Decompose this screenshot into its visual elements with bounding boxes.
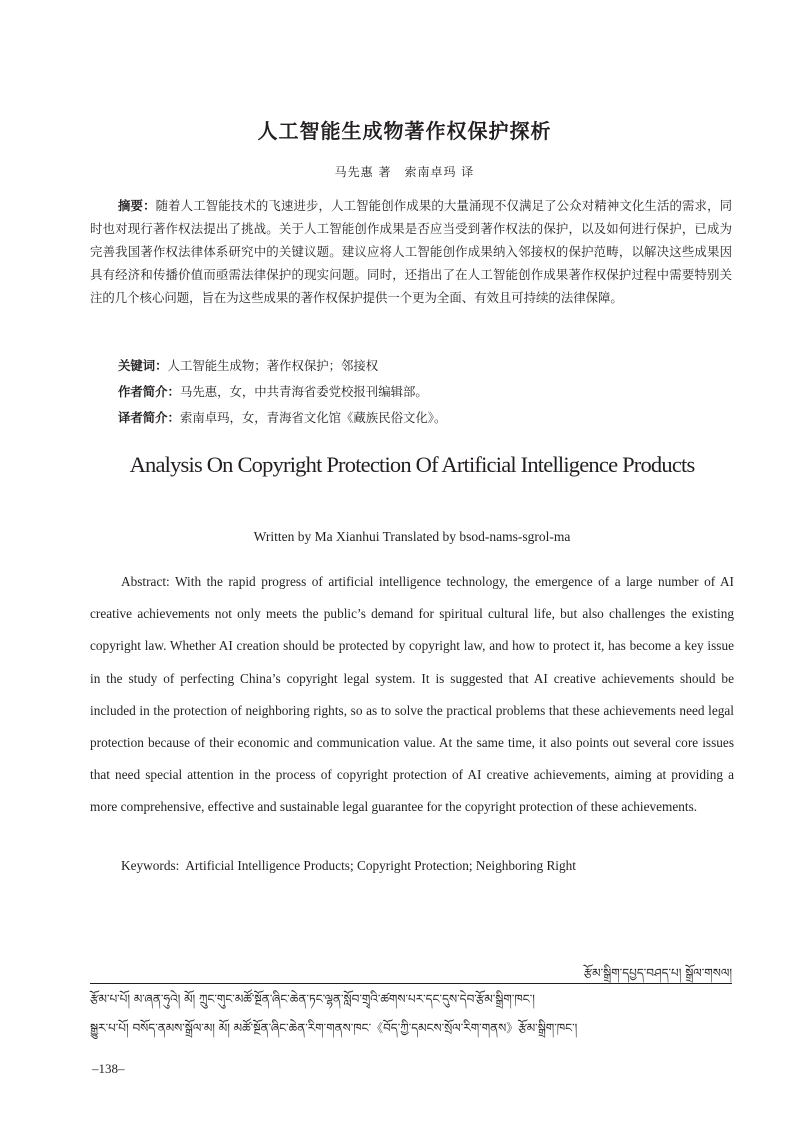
- translator-intro: [118, 408, 446, 428]
- chinese-abstract: [90, 194, 732, 309]
- chinese-keywords-label: 关键词：: [118, 358, 168, 373]
- chinese-abstract-label: 摘要：: [118, 198, 156, 213]
- chinese-keywords-text: 人工智能生成物；著作权保护；邻接权: [167, 358, 379, 373]
- chinese-abstract-text: 随着人工智能技术的飞速进步，人工智能创作成果的大量涌现不仅满足了公众对精神文化生活的需求，同时也对现行著作权法提出了挑战。关于人工智能创作成果是否应当受到著作权法的保护，以及如何进行保护，已成为完善我国著作权法律体系研究中的关键议题。建议应将人工智能创作成果纳入邻接权的保护范畴，以解决这些成果因具有经济和传播价值而亟需法律保护的现实问题。同时，还指出了在人工智能创作成果著作权保护过程中需要特别关注的几个核心问题，旨在为这些成果的著作权保护提供一个更为全面、有效且可持续的法律保障。: [90, 198, 733, 305]
- footer-divider: [90, 983, 732, 984]
- tibetan-author-line: རྩོམ་པ་པོ། མ་ཞན་ཧུའེ། མོ། ཀྲུང་གུང་མཚོ་སྔོན་ཞིང་ཆེན་ཏང་ལྷན་སློབ་གྲྭའི་ཚགས་པར་དང་དུས་དེབ་རྩོམ་སྒྲིག་ཁང་།: [90, 992, 535, 1006]
- chinese-keywords: [118, 356, 378, 376]
- tibetan-translator-line: སྒྱུར་པ་པོ། བསོད་ནམས་སྒྲོལ་མ། མོ། མཚོ་སྔོན་ཞིང་ཆེན་རིག་གནས་ཁང་《བོད་ཀྱི་དམངས་སྲོལ་རིག་གནས》རྩོམ་སྒྲིག་ཁང་།: [90, 1021, 578, 1035]
- translator-intro-text: 索南卓玛，女，青海省文化馆《藏族民俗文化》。: [179, 410, 447, 425]
- english-abstract: [90, 566, 734, 824]
- english-authors: Written by Ma Xianhui Translated by bsod-nams-sgrol-ma: [253, 529, 571, 544]
- english-abstract-text: With the rapid progress of artificial intelligence technology, the emergence of a large number of AI creative achievements not only meets the public’s demand for spiritual cultural life, but also challenges the existing copyright law. Whether AI creation should be protected by copyright law, and how to protect it, has become a key issue in the study of perfecting China’s copyright legal system. It is suggested that AI creative achievements should be included in the protection of neighboring rights, so as to solve the practical problems that these achievements need legal protection because of their economic and communication value. At the same time, it also points out several core issues that need special attention in the process of copyright protection of AI creative achievements, aiming at providing a more comprehensive, effective and sustainable legal guarantee for the copyright protection of these achievements.: [90, 574, 734, 815]
- chinese-title: 人工智能生成物著作权保护探析: [257, 119, 552, 143]
- english-title: Analysis On Copyright Protection Of Artificial Intelligence Products: [129, 452, 695, 477]
- translator-intro-label: 译者简介：: [118, 410, 180, 425]
- chinese-authors: 马先惠 著 索南卓玛 译: [334, 165, 475, 179]
- english-abstract-label: Abstract:: [121, 574, 170, 589]
- english-keywords: [121, 856, 576, 876]
- english-keywords-text: Artificial Intelligence Products; Copyright Protection; Neighboring Right: [185, 858, 576, 873]
- english-keywords-label: Keywords:: [121, 858, 180, 873]
- author-intro-label: 作者简介：: [118, 384, 180, 399]
- tibetan-journal-credit: རྩོམ་སྒྲིག་དཔྱད་བཤད་པ། སྒྲོལ་གསལ།: [583, 966, 732, 980]
- page-number: –138–: [92, 1061, 125, 1076]
- author-intro: [118, 382, 428, 402]
- author-intro-text: 马先惠，女，中共青海省委党校报刊编辑部。: [179, 384, 428, 399]
